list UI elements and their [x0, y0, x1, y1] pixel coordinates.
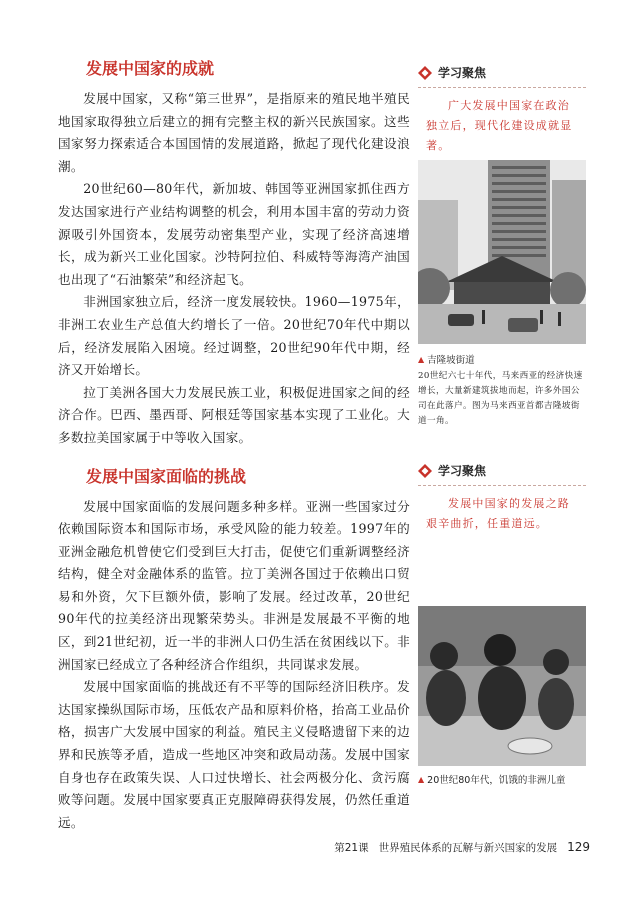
triangle-marker-icon: ▲	[418, 354, 425, 364]
paragraph: 发展中国家面临的挑战还有不平等的国际经济旧秩序。发达国家操纵国际市场，压低农产品和原料价格，抬高工业品价格，损害广大发展中国家的利益。殖民主义侵略遗留下来的边界和民族等矛盾，造成一些地区冲突和政局动荡。发展中国家自身也存在政策失误、人口过快增长、社会两极分化、贪污腐败等问题。发展中国家要真正克服障碍获得发展，仍然任重道远。	[58, 679, 410, 830]
section-title-challenges: 发展中国家面临的挑战	[86, 466, 247, 486]
lesson-title: 世界殖民体系的瓦解与新兴国家的发展	[378, 842, 558, 854]
caption-body: 20世纪六七十年代，马来西亚的经济快速增长，大量新建筑拔地而起，许多外国公司在此落户。图为马来西亚首都吉隆坡街道一角。	[418, 371, 583, 426]
paragraph: 发展中国家，又称“第三世界”，是指原来的殖民地半殖民地国家取得独立后建立的拥有完整主权的新兴民族国家。这些国家努力探索适合本国国情的发展道路，掀起了现代化建设浪潮。	[58, 91, 410, 174]
study-focus-text: 广大发展中国家在政治独立后，现代化建设成就显著。	[426, 99, 573, 152]
study-focus-label: 学习聚焦	[438, 464, 487, 478]
paragraph: 非洲国家独立后，经济一度发展较快。1960—1975年，非洲工农业生产总值大约增长了一倍。20世纪70年代中期以后，经济发展陷入困境。经过调整，20世纪90年代中期，经济又开始增长。	[58, 294, 410, 378]
caption-title: 吉隆坡街道	[427, 355, 475, 366]
study-focus-header	[418, 462, 586, 486]
main-column	[58, 58, 410, 834]
study-focus-box-1	[418, 64, 586, 156]
diamond-icon	[418, 464, 432, 478]
caption-title: 20世纪80年代，饥饿的非洲儿童	[427, 775, 566, 786]
triangle-marker-icon: ▲	[418, 774, 425, 784]
paragraph: 20世纪60—80年代，新加坡、韩国等亚洲国家抓住西方发达国家进行产业结构调整的机会，利用本国丰富的劳动力资源吸引外国资本，发展劳动密集型产业，实现了经济高速增长，成为新兴工业化国家。沙特阿拉伯、科威特等海湾产油国也出现了“石油繁荣”和经济起飞。	[58, 181, 410, 287]
study-focus-header	[418, 64, 586, 88]
page-footer	[334, 840, 590, 855]
african-children-photo	[418, 606, 586, 766]
page-number: 129	[567, 840, 590, 854]
section-title-achievements: 发展中国家的成就	[86, 59, 215, 78]
lesson-number: 第21课	[334, 842, 369, 854]
photo-caption-2	[418, 772, 586, 786]
study-focus-text: 发展中国家的发展之路艰辛曲折，任重道远。	[426, 497, 570, 530]
kuala-lumpur-street-photo	[418, 160, 586, 344]
photo-caption-1	[418, 352, 586, 429]
paragraph: 发展中国家面临的发展问题多种多样。亚洲一些国家过分依赖国际资本和国际市场，承受风险的能力较差。1997年的亚洲金融危机曾使它们受到巨大打击，促使它们重新调整经济结构，健全对金融体系的监管。拉丁美洲各国过于依赖出口贸易和外资，欠下巨额外债，影响了发展。经过改革，20世纪90年代的拉美经济出现繁荣势头。非洲是发展最不平衡的地区，到21世纪初，近一半的非洲人口仍生活在贫困线以下。非洲国家已经成立了各种经济合作组织，共同谋求发展。	[58, 498, 410, 672]
study-focus-label: 学习聚焦	[438, 66, 487, 80]
study-focus-box-2	[418, 462, 586, 534]
paragraph: 拉丁美洲各国大力发展民族工业，积极促进国家之间的经济合作。巴西、墨西哥、阿根廷等国家基本实现了工业化。大多数拉美国家属于中等收入国家。	[58, 384, 410, 445]
diamond-icon	[418, 66, 432, 80]
